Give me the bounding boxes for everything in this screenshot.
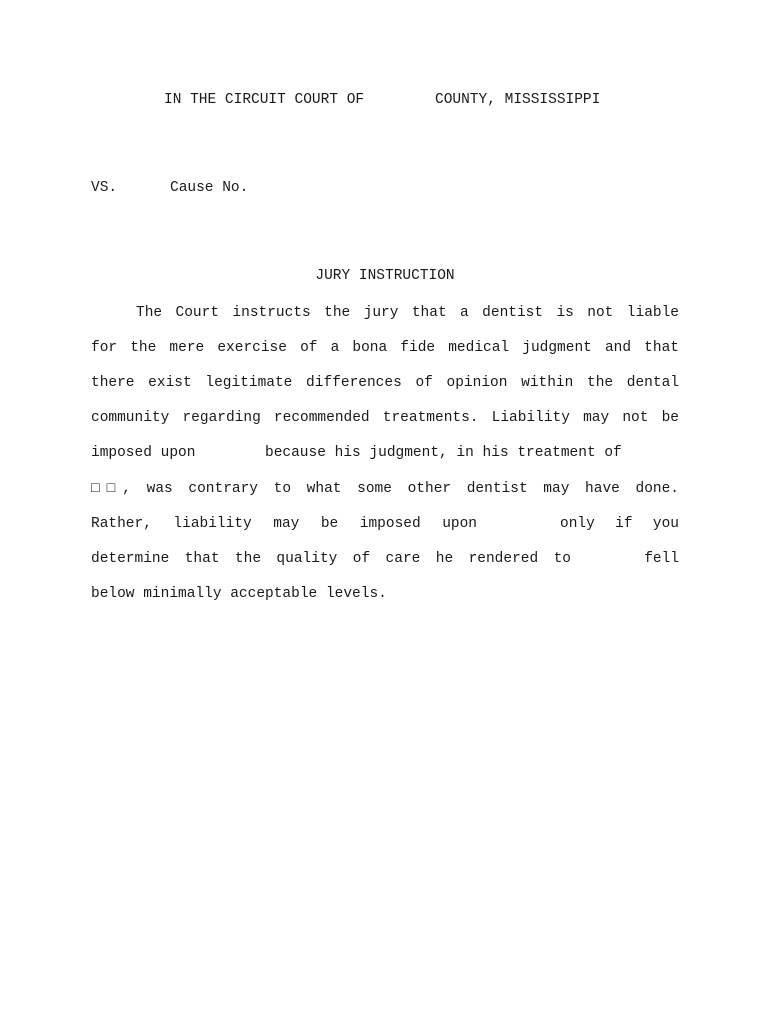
body-line-9: below minimally acceptable levels.	[91, 586, 387, 602]
body-line-1: The Court instructs the jury that a dentist is not liable	[136, 305, 679, 321]
body-line-4: community regarding recommended treatments. Liability may not be	[91, 410, 679, 426]
body-line-7-end: only if you	[560, 516, 679, 532]
body-line-8	[91, 549, 679, 569]
body-line-5-start: imposed upon	[91, 445, 196, 461]
court-heading-prefix: IN THE CIRCUIT COURT OF	[164, 92, 365, 108]
cause-number-label: Cause No.	[170, 180, 249, 196]
body-line-6: □□, was contrary to what some other dentist may have done.	[91, 481, 679, 497]
body-line-8-end: fell	[644, 551, 679, 567]
court-heading-suffix: COUNTY, MISSISSIPPI	[435, 92, 601, 108]
body-line-5-end: because his judgment, in his treatment of	[265, 445, 622, 461]
versus-label: VS.	[91, 180, 118, 196]
body-line-7	[91, 514, 679, 534]
body-line-3: there exist legitimate differences of opinion within the dental	[91, 375, 679, 391]
body-line-8-start: determine that the quality of care he rendered to	[91, 551, 571, 567]
body-line-2: for the mere exercise of a bona fide medical judgment and that	[91, 340, 679, 356]
instruction-title: JURY INSTRUCTION	[315, 268, 455, 284]
body-line-7-start: Rather, liability may be imposed upon	[91, 516, 477, 532]
body-line-5	[91, 443, 679, 463]
